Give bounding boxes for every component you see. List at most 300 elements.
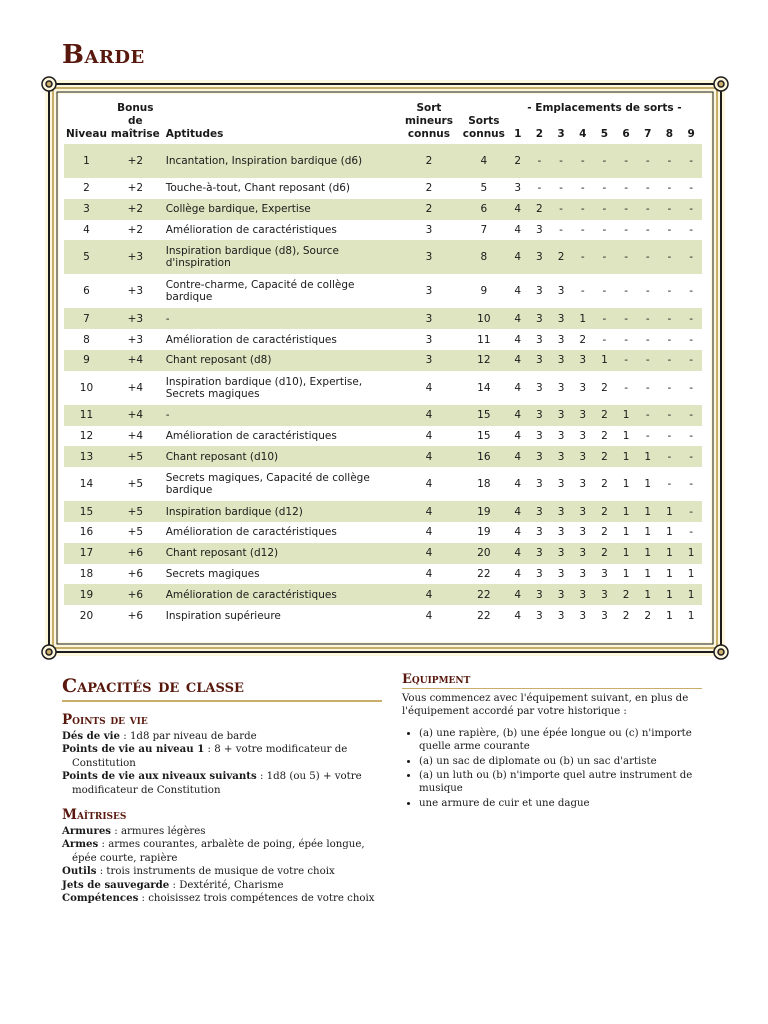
- cell-slot-6: 2: [615, 584, 637, 605]
- cell-sorts-connus: 12: [461, 350, 507, 371]
- table-row: [64, 564, 702, 585]
- col-header-slot-8: 8: [665, 128, 674, 140]
- cell-slot-9: -: [689, 182, 694, 195]
- cell-slot-3: 3: [557, 526, 565, 539]
- cell-slot-3: 3: [550, 446, 572, 467]
- cell-niveau: 4: [83, 223, 90, 236]
- cell-slot-9: -: [680, 199, 702, 220]
- cell-aptitudes: Chant reposant (d8): [162, 350, 397, 371]
- cell-slot-1: 4: [514, 381, 522, 394]
- cell-slot-8: -: [667, 478, 672, 491]
- table-row: [64, 329, 702, 350]
- table-row: [64, 274, 702, 308]
- feature-text: : 1d8 (ou 5) + votre modificateur de Constitution: [72, 771, 362, 796]
- feature-label: Outils: [62, 865, 97, 878]
- cell-sorts-connus: 8: [461, 240, 507, 274]
- table-row: [64, 350, 702, 371]
- cell-sorts-connus: 22: [461, 584, 507, 605]
- feature-line: [62, 838, 382, 865]
- bard-progression-table: [64, 102, 704, 626]
- list-item: • (a) un luth ou (b) n'importe quel autre instrument de musique: [419, 769, 702, 796]
- capacites-heading: Capacités de classe: [62, 674, 382, 702]
- cell-slot-5: -: [602, 285, 607, 298]
- table-row: [64, 220, 702, 241]
- cell-sort-mineurs: 3: [425, 223, 433, 236]
- cell-slot-7: 2: [644, 609, 652, 622]
- list-item: • (a) une rapière, (b) une épée longue ou (c) n'importe quelle arme courante: [419, 727, 702, 754]
- cell-slot-5: -: [594, 240, 616, 274]
- cell-sort-mineurs: 2: [397, 144, 461, 178]
- feature-label: Armes: [62, 838, 99, 851]
- cell-slot-9: -: [680, 446, 702, 467]
- cell-slot-3: 3: [557, 381, 565, 394]
- cell-slot-3: 3: [557, 285, 565, 298]
- cell-slot-7: -: [645, 182, 650, 195]
- cell-slot-9: -: [680, 240, 702, 274]
- table-row: [64, 543, 702, 564]
- cell-slot-3: 2: [550, 240, 572, 274]
- cell-slot-4: -: [580, 182, 585, 195]
- cell-slot-4: 3: [579, 567, 587, 580]
- cell-slot-4: -: [572, 240, 594, 274]
- cell-slot-3: -: [550, 199, 572, 220]
- cell-bonus: +3: [127, 333, 144, 346]
- cell-sorts-connus: 16: [461, 446, 507, 467]
- cell-slot-2: 3: [529, 240, 551, 274]
- table-row: [64, 240, 702, 274]
- table-row: [64, 308, 702, 329]
- cell-slot-4: 3: [579, 381, 587, 394]
- col-header-bonus: Bonus de maîtrise: [110, 102, 160, 140]
- cell-bonus: +2: [109, 199, 162, 220]
- cell-slot-3: 3: [557, 609, 565, 622]
- cell-slot-1: 2: [507, 144, 529, 178]
- cell-slot-9: -: [689, 223, 694, 236]
- list-item: • (a) un sac de diplomate ou (b) un sac d'artiste: [419, 755, 702, 768]
- cell-niveau: 9: [64, 350, 109, 371]
- cell-aptitudes: Amélioration de caractéristiques: [165, 333, 337, 346]
- col-header-sorts-connus: Sorts connus: [462, 115, 505, 140]
- cell-slot-6: -: [615, 199, 637, 220]
- cell-slot-1: 4: [507, 584, 529, 605]
- cell-slot-4: 3: [579, 478, 587, 491]
- cell-slot-6: -: [615, 308, 637, 329]
- cell-sort-mineurs: 3: [397, 308, 461, 329]
- cell-slot-3: -: [550, 144, 572, 178]
- col-header-slot-2: 2: [535, 128, 544, 140]
- cell-slot-6: -: [615, 240, 637, 274]
- cell-slot-8: -: [659, 405, 681, 426]
- cell-slot-2: 3: [536, 381, 543, 394]
- cell-slot-8: 1: [659, 584, 681, 605]
- cell-slot-9: -: [680, 308, 702, 329]
- cell-slot-3: 3: [550, 308, 572, 329]
- cell-slot-9: -: [689, 478, 694, 491]
- cell-slot-6: 1: [622, 478, 630, 491]
- cell-slot-7: -: [637, 350, 659, 371]
- cell-slot-2: 3: [529, 501, 551, 522]
- cell-slot-3: 3: [557, 478, 565, 491]
- cell-slot-8: 1: [666, 567, 673, 580]
- cell-slot-6: -: [624, 285, 628, 298]
- cell-slot-2: 3: [529, 543, 551, 564]
- cell-slot-1: 4: [514, 333, 522, 346]
- cell-bonus: +5: [127, 478, 144, 491]
- feature-label: Armures: [62, 825, 112, 838]
- cell-sort-mineurs: 4: [397, 446, 461, 467]
- cell-slot-2: -: [529, 144, 551, 178]
- feature-text: : 1d8 par niveau de barde: [120, 731, 257, 742]
- table-row: [64, 467, 702, 501]
- cell-slot-4: 3: [572, 405, 594, 426]
- cell-slot-7: -: [637, 199, 659, 220]
- cell-slot-6: 2: [622, 609, 630, 622]
- cell-sort-mineurs: 4: [425, 381, 433, 394]
- cell-slot-9: -: [680, 350, 702, 371]
- cell-slot-6: 1: [615, 501, 637, 522]
- cell-bonus: +6: [127, 567, 144, 580]
- cell-slot-4: 3: [579, 526, 587, 539]
- cell-slot-5: 2: [594, 405, 616, 426]
- cell-slot-7: -: [645, 333, 650, 346]
- cell-bonus: +2: [127, 223, 144, 236]
- cell-slot-4: 3: [572, 446, 594, 467]
- cell-slot-5: -: [602, 182, 607, 195]
- cell-aptitudes: Amélioration de caractéristiques: [165, 223, 337, 236]
- cell-bonus: +3: [109, 308, 162, 329]
- cell-slot-2: 3: [536, 429, 543, 442]
- cell-slot-8: -: [659, 350, 681, 371]
- cell-slot-7: -: [637, 240, 659, 274]
- equipement-intro: Vous commencez avec l'équipement suivant, en plus de l'équipement accordé par votre historique :: [402, 693, 689, 718]
- cell-slot-8: 1: [659, 501, 681, 522]
- cell-slot-4: 3: [572, 584, 594, 605]
- cell-aptitudes: Secrets magiques, Capacité de collège bardique: [165, 472, 370, 497]
- cell-slot-2: 3: [536, 478, 543, 491]
- cell-aptitudes: Inspiration bardique (d8), Source d'inspiration: [162, 240, 397, 274]
- cell-slot-1: 4: [507, 240, 529, 274]
- cell-slot-4: -: [580, 223, 585, 236]
- cell-slot-5: 2: [594, 501, 616, 522]
- cell-slot-6: -: [624, 333, 628, 346]
- cell-niveau: 13: [64, 446, 109, 467]
- cell-slot-9: -: [689, 285, 694, 298]
- cell-slot-5: -: [602, 333, 607, 346]
- cell-bonus: +4: [127, 429, 144, 442]
- cell-slot-9: 1: [687, 567, 695, 580]
- cell-bonus: +4: [127, 381, 144, 394]
- cell-niveau: 19: [64, 584, 109, 605]
- col-header-slot-7: 7: [644, 128, 652, 140]
- cell-slot-8: -: [659, 308, 681, 329]
- cell-slot-7: -: [645, 223, 650, 236]
- cell-niveau: 20: [79, 609, 94, 622]
- cell-slot-1: 4: [514, 285, 522, 298]
- cell-slot-4: 1: [572, 308, 594, 329]
- cell-slot-1: 4: [507, 501, 529, 522]
- cell-slot-5: 2: [601, 478, 608, 491]
- cell-slot-1: 4: [514, 478, 522, 491]
- cell-slot-5: -: [594, 144, 616, 178]
- cell-sort-mineurs: 3: [397, 350, 461, 371]
- cell-slot-1: 4: [514, 567, 522, 580]
- cell-slot-1: 4: [507, 446, 529, 467]
- cell-slot-4: 3: [579, 609, 587, 622]
- table-row: [64, 199, 702, 220]
- feature-line: [62, 879, 382, 892]
- cell-slot-6: 1: [622, 526, 630, 539]
- cell-bonus: +5: [109, 501, 162, 522]
- cell-slot-2: 3: [529, 446, 551, 467]
- cell-sort-mineurs: 4: [397, 501, 461, 522]
- cell-slot-8: -: [659, 144, 681, 178]
- cell-bonus: +3: [127, 285, 144, 298]
- feature-line: [62, 892, 382, 905]
- feature-text: : choisissez trois compétences de votre choix: [138, 893, 375, 905]
- cell-slot-2: 3: [529, 308, 551, 329]
- cell-sorts-connus: 7: [480, 223, 488, 236]
- cell-slot-7: 1: [644, 526, 652, 539]
- cell-slot-2: 3: [529, 350, 551, 371]
- cell-slot-9: -: [689, 333, 694, 346]
- cell-slot-7: -: [637, 144, 659, 178]
- cell-slot-9: -: [680, 405, 702, 426]
- cell-niveau: 12: [79, 429, 94, 442]
- cell-slot-7: -: [637, 308, 659, 329]
- cell-aptitudes: Chant reposant (d12): [162, 543, 397, 564]
- points-de-vie-heading: Points de vie: [62, 712, 148, 728]
- cell-niveau: 15: [64, 501, 109, 522]
- cell-slot-9: -: [680, 144, 702, 178]
- cell-sort-mineurs: 4: [425, 609, 433, 622]
- equipement-section: [402, 672, 702, 811]
- cell-slot-2: 2: [529, 199, 551, 220]
- capacites-section: [62, 674, 382, 905]
- cell-bonus: +5: [127, 526, 144, 539]
- feature-text: : armures légères: [111, 826, 206, 838]
- cell-aptitudes: Contre-charme, Capacité de collège bardique: [165, 279, 355, 304]
- feature-label: Compétences: [62, 892, 139, 905]
- cell-aptitudes: -: [162, 405, 397, 426]
- table-row: [64, 584, 702, 605]
- cell-slot-2: 3: [536, 526, 543, 539]
- cell-slot-9: 1: [687, 609, 695, 622]
- cell-sort-mineurs: 4: [425, 478, 433, 491]
- col-header-slot-9: 9: [687, 128, 695, 140]
- cell-slot-7: -: [637, 405, 659, 426]
- cell-niveau: 11: [64, 405, 109, 426]
- cell-slot-6: 1: [622, 567, 630, 580]
- cell-slot-5: 1: [594, 350, 616, 371]
- col-header-slot-6: 6: [622, 128, 630, 140]
- cell-aptitudes: Amélioration de caractéristiques: [165, 429, 337, 442]
- cell-bonus: +6: [109, 584, 162, 605]
- cell-sorts-connus: 19: [461, 501, 507, 522]
- cell-slot-4: 3: [572, 501, 594, 522]
- cell-aptitudes: Inspiration supérieure: [165, 609, 281, 622]
- frame-corner-bl: [42, 645, 56, 659]
- cell-slot-6: 1: [622, 429, 630, 442]
- cell-sorts-connus: 15: [477, 429, 491, 442]
- cell-slot-8: 1: [659, 543, 681, 564]
- cell-sorts-connus: 5: [480, 182, 488, 195]
- cell-slot-6: 1: [615, 446, 637, 467]
- cell-bonus: +6: [109, 543, 162, 564]
- cell-slot-4: -: [580, 285, 585, 298]
- cell-slot-1: 4: [514, 429, 522, 442]
- frame-corner-br: [714, 645, 728, 659]
- cell-slot-7: -: [645, 381, 650, 394]
- col-header-slot-4: 4: [579, 128, 587, 140]
- equipement-list: [402, 727, 702, 810]
- cell-slot-5: 3: [601, 567, 608, 580]
- cell-slot-5: 2: [601, 429, 608, 442]
- table-row: [64, 144, 702, 178]
- cell-niveau: 18: [79, 567, 94, 580]
- cell-sorts-connus: 14: [477, 381, 491, 394]
- cell-slot-7: 1: [644, 478, 652, 491]
- cell-slot-2: 3: [536, 223, 543, 236]
- cell-slot-8: -: [659, 199, 681, 220]
- col-header-sort-mineurs: Sort mineurs connus: [404, 102, 453, 140]
- cell-slot-9: -: [680, 501, 702, 522]
- cell-niveau: 2: [83, 182, 90, 195]
- cell-slot-2: 3: [536, 609, 543, 622]
- cell-slot-5: 3: [594, 584, 616, 605]
- cell-sort-mineurs: 3: [425, 285, 433, 298]
- cell-slot-3: 3: [550, 350, 572, 371]
- cell-aptitudes: Inspiration bardique (d10), Expertise, Secrets magiques: [165, 375, 363, 400]
- cell-slot-3: 3: [557, 429, 565, 442]
- cell-slot-3: 3: [557, 333, 565, 346]
- cell-sorts-connus: 6: [461, 199, 507, 220]
- table-row: [64, 178, 702, 199]
- feature-line: [62, 743, 382, 770]
- cell-slot-7: 1: [637, 584, 659, 605]
- cell-sorts-connus: 18: [477, 478, 491, 491]
- feature-label: Dés de vie: [62, 730, 121, 742]
- cell-niveau: 3: [64, 199, 109, 220]
- page-title: Barde: [62, 40, 145, 70]
- cell-niveau: 10: [79, 381, 94, 394]
- cell-slot-7: 1: [637, 446, 659, 467]
- list-item: • une armure de cuir et une dague: [419, 797, 702, 810]
- feature-line: [62, 730, 382, 743]
- cell-sorts-connus: 22: [477, 609, 491, 622]
- cell-slot-2: 3: [536, 567, 543, 580]
- cell-slot-5: -: [594, 199, 616, 220]
- cell-aptitudes: Collège bardique, Expertise: [162, 199, 397, 220]
- cell-slot-9: -: [689, 429, 694, 442]
- cell-slot-9: 1: [680, 543, 702, 564]
- col-header-niveau: Niveau: [66, 128, 107, 140]
- cell-slot-1: 4: [514, 609, 522, 622]
- cell-slot-4: -: [572, 144, 594, 178]
- cell-slot-1: 4: [507, 199, 529, 220]
- cell-slot-7: 1: [644, 567, 652, 580]
- cell-sorts-connus: 9: [480, 285, 488, 298]
- cell-slot-5: 3: [601, 609, 608, 622]
- cell-aptitudes: Chant reposant (d10): [162, 446, 397, 467]
- feature-text: : trois instruments de musique de votre choix: [96, 866, 335, 878]
- table-row: [64, 446, 702, 467]
- col-header-slot-5: 5: [600, 128, 609, 140]
- feature-text: : Dextérité, Charisme: [169, 879, 284, 891]
- cell-slot-8: -: [667, 381, 672, 394]
- cell-bonus: +2: [109, 144, 162, 178]
- cell-bonus: +5: [109, 446, 162, 467]
- table-row: [64, 371, 702, 405]
- cell-sort-mineurs: 2: [425, 182, 433, 195]
- cell-slot-8: 1: [666, 609, 673, 622]
- table-row: [64, 522, 702, 543]
- cell-slot-2: -: [537, 182, 542, 195]
- cell-niveau: 16: [79, 526, 94, 539]
- cell-slot-6: -: [615, 350, 637, 371]
- cell-slot-8: -: [667, 223, 672, 236]
- cell-slot-2: 3: [536, 285, 543, 298]
- feature-label: Points de vie aux niveaux suivants: [62, 770, 257, 783]
- cell-sort-mineurs: 2: [397, 199, 461, 220]
- cell-sort-mineurs: 3: [397, 240, 461, 274]
- cell-slot-4: -: [572, 199, 594, 220]
- cell-niveau: 7: [64, 308, 109, 329]
- frame-corner-tl: [42, 77, 56, 91]
- cell-sort-mineurs: 4: [397, 405, 461, 426]
- cell-slot-5: 2: [594, 446, 616, 467]
- cell-slot-4: 3: [572, 350, 594, 371]
- cell-sorts-connus: 22: [477, 567, 491, 580]
- feature-line: [62, 770, 382, 797]
- table-row: [64, 405, 702, 426]
- cell-niveau: 8: [83, 333, 90, 346]
- cell-slot-6: -: [624, 381, 628, 394]
- cell-slot-1: 4: [507, 350, 529, 371]
- cell-slot-3: 3: [550, 584, 572, 605]
- cell-aptitudes: Incantation, Inspiration bardique (d6): [162, 144, 397, 178]
- cell-slot-6: -: [624, 182, 628, 195]
- cell-slot-8: -: [667, 285, 672, 298]
- cell-slot-7: -: [645, 429, 650, 442]
- cell-slot-2: 3: [529, 405, 551, 426]
- cell-bonus: +4: [109, 350, 162, 371]
- cell-slot-9: -: [689, 381, 694, 394]
- cell-slot-4: 2: [579, 333, 587, 346]
- cell-slot-4: 3: [572, 543, 594, 564]
- cell-sorts-connus: 11: [477, 333, 491, 346]
- cell-sorts-connus: 19: [477, 526, 491, 539]
- cell-slot-5: -: [594, 308, 616, 329]
- cell-slot-3: 3: [550, 543, 572, 564]
- feature-text: : 8 + votre modificateur de Constitution: [72, 744, 348, 769]
- cell-slot-6: -: [624, 223, 628, 236]
- col-header-emplacements: - Emplacements de sorts -: [527, 102, 682, 114]
- cell-sort-mineurs: 4: [425, 429, 433, 442]
- cell-sorts-connus: 20: [461, 543, 507, 564]
- cell-sort-mineurs: 4: [397, 543, 461, 564]
- cell-slot-1: 4: [514, 223, 522, 236]
- cell-sorts-connus: 10: [461, 308, 507, 329]
- table-row: [64, 605, 702, 626]
- frame-corner-tr: [714, 77, 728, 91]
- cell-niveau: 1: [64, 144, 109, 178]
- cell-slot-7: -: [645, 285, 650, 298]
- cell-sort-mineurs: 4: [397, 584, 461, 605]
- cell-slot-5: 2: [601, 526, 608, 539]
- cell-slot-5: 2: [601, 381, 608, 394]
- feature-text: : armes courantes, arbalète de poing, épée longue, épée courte, rapière: [72, 839, 365, 864]
- cell-bonus: +6: [127, 609, 144, 622]
